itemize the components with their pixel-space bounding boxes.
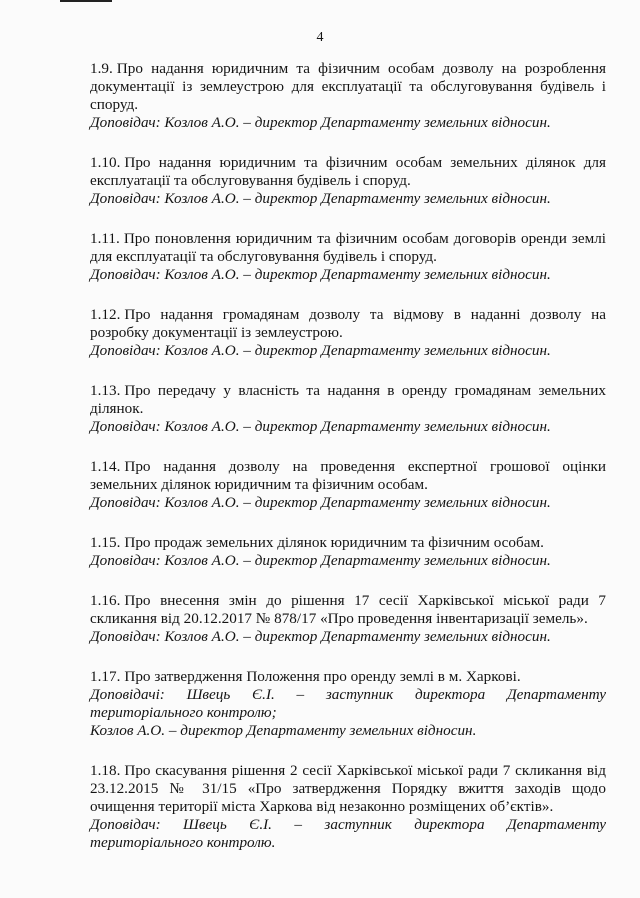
- agenda-item-title: Про затвердження Положення про оренду землі в м. Харкові.: [124, 668, 521, 685]
- agenda-item-title: Про надання дозволу на проведення експертної грошової оцінки земельних ділянок юридичним та фізичним особам.: [90, 458, 606, 493]
- agenda-item-title: Про скасування рішення 2 сесії Харківської міської ради 7 скликання від 23.12.2015 № 31/15 «Про затвердження Порядку вжиття заходів щодо очищення території міста Харкова від незаконно розміщених об’єктів».: [90, 762, 606, 815]
- agenda-item-number: 1.14.: [90, 458, 121, 475]
- speaker-line: Доповідач: Козлов А.О. – директор Департаменту земельних відносин.: [90, 628, 551, 645]
- agenda-item-text: [90, 154, 606, 190]
- agenda-item-text: [90, 382, 606, 418]
- agenda-item: [90, 382, 606, 436]
- agenda-item-text: [90, 60, 606, 114]
- agenda-item: [90, 230, 606, 284]
- agenda-item-title: Про надання юридичним та фізичним особам земельних ділянок для експлуатації та обслуговування будівель і споруд.: [90, 154, 606, 189]
- agenda-item-title: Про передачу у власність та надання в оренду громадянам земельних ділянок.: [90, 382, 606, 417]
- agenda-item: [90, 154, 606, 208]
- page-number: 4: [316, 30, 324, 45]
- agenda-item-text: [90, 762, 606, 816]
- agenda-item-text: [90, 230, 606, 266]
- agenda-item-number: 1.9.: [90, 60, 113, 77]
- header-rule: [60, 0, 112, 2]
- item-spacer: [90, 208, 606, 230]
- agenda-item-title: Про продаж земельних ділянок юридичним та фізичним особам.: [124, 534, 544, 551]
- item-spacer: [90, 512, 606, 534]
- agenda-item-text: [90, 534, 606, 552]
- agenda-item-number: 1.12.: [90, 306, 121, 323]
- agenda-item-title: Про надання юридичним та фізичним особам дозволу на розроблення документації із землеустрою для експлуатації та обслуговування будівель і споруд.: [90, 60, 606, 113]
- agenda-item-title: Про внесення змін до рішення 17 сесії Харківської міської ради 7 скликання від 20.12.2017 № 878/17 «Про проведення інвентаризації земель».: [90, 592, 606, 627]
- item-spacer: [90, 436, 606, 458]
- speaker-line: Доповідач: Козлов А.О. – директор Департаменту земельних відносин.: [90, 418, 551, 435]
- agenda-item-text: [90, 306, 606, 342]
- speaker-line: Доповідач: Козлов А.О. – директор Департаменту земельних відносин.: [90, 342, 551, 359]
- agenda-item-text: [90, 458, 606, 494]
- agenda-item-number: 1.17.: [90, 668, 121, 685]
- agenda-item: [90, 534, 606, 570]
- item-spacer: [90, 132, 606, 154]
- agenda-item: [90, 458, 606, 512]
- agenda-item: [90, 762, 606, 852]
- agenda-item: [90, 306, 606, 360]
- agenda-item-number: 1.16.: [90, 592, 121, 609]
- agenda-item: [90, 592, 606, 646]
- item-spacer: [90, 740, 606, 762]
- agenda-item-text: [90, 592, 606, 628]
- item-spacer: [90, 284, 606, 306]
- agenda-item: [90, 60, 606, 132]
- agenda-list: [90, 60, 606, 852]
- speaker-line: Доповідач: Швець Є.І. – заступник директора Департаменту територіального контролю.: [90, 816, 606, 851]
- speaker-line: Доповідач: Козлов А.О. – директор Департаменту земельних відносин.: [90, 266, 551, 283]
- speaker-line: Доповідач: Козлов А.О. – директор Департаменту земельних відносин.: [90, 552, 551, 569]
- speaker-line: Доповідач: Козлов А.О. – директор Департаменту земельних відносин.: [90, 114, 551, 131]
- item-spacer: [90, 646, 606, 668]
- agenda-item-number: 1.15.: [90, 534, 121, 551]
- agenda-item-number: 1.18.: [90, 762, 121, 779]
- item-spacer: [90, 360, 606, 382]
- agenda-item-text: [90, 668, 606, 686]
- speaker-line: Доповідач: Козлов А.О. – директор Департаменту земельних відносин.: [90, 190, 551, 207]
- agenda-item-number: 1.11.: [90, 230, 120, 247]
- agenda-item-title: Про поновлення юридичним та фізичним особам договорів оренди землі для експлуатації та обслуговування будівель і споруд.: [90, 230, 606, 265]
- speaker-line: Козлов А.О. – директор Департаменту земельних відносин.: [90, 722, 477, 739]
- item-spacer: [90, 570, 606, 592]
- speaker-line: Доповідачі: Швець Є.І. – заступник директора Департаменту територіального контролю;: [90, 686, 606, 721]
- agenda-item-number: 1.13.: [90, 382, 121, 399]
- agenda-item-number: 1.10.: [90, 154, 121, 171]
- agenda-item: [90, 668, 606, 740]
- speaker-line: Доповідач: Козлов А.О. – директор Департаменту земельних відносин.: [90, 494, 551, 511]
- agenda-item-title: Про надання громадянам дозволу та відмову в наданні дозволу на розробку документації із землеустрою.: [90, 306, 606, 341]
